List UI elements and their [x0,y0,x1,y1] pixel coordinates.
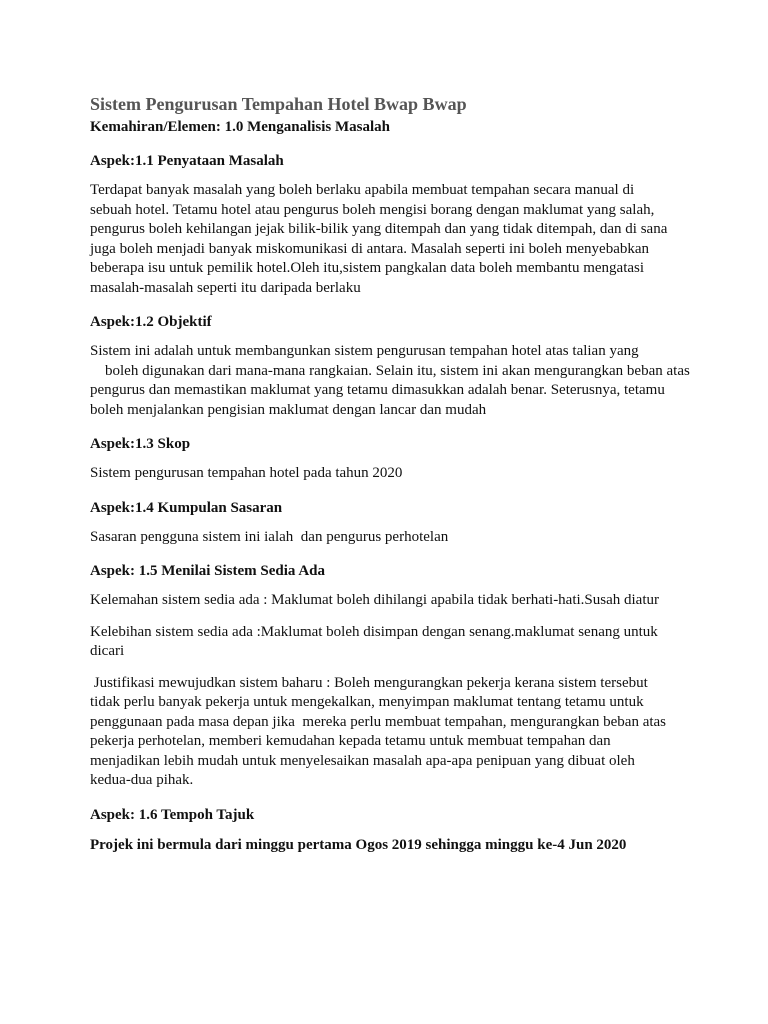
section-paragraph [90,464,680,484]
paragraph-line: dicari [90,643,125,659]
section-paragraph [90,181,680,298]
section-heading: Aspek:1.4 Kumpulan Sasaran [90,499,283,516]
section-paragraph [90,591,680,611]
section-heading: Aspek: 1.5 Menilai Sistem Sedia Ada [90,563,326,579]
document-page [90,93,690,855]
paragraph-line: Terdapat banyak masalah yang boleh berlaku apabila membuat tempahan secara manual di [90,182,635,198]
paragraph-line: sebuah hotel. Tetamu hotel atau pengurus boleh mengisi borang dengan maklumat yang salah, [90,201,655,218]
document-subtitle: Kemahiran/Elemen: 1.0 Menganalisis Masalah [90,119,390,135]
paragraph-line: Justifikasi mewujudkan sistem baharu : Boleh mengurangkan pekerja kerana sistem tersebut [90,674,648,691]
document-sections [90,151,690,825]
paragraph-line: penggunaan pada masa depan jika mereka perlu membuat tempahan, mengurangkan beban atas [90,713,667,730]
section-paragraph [90,342,690,420]
paragraph-line: boleh digunakan dari mana-mana rangkaian. Selain itu, sistem ini akan mengurangkan beban atas [90,362,690,379]
paragraph-line: beberapa isu untuk pemilik hotel.Oleh itu,sistem pangkalan data boleh membantu mengatasi [90,260,645,276]
paragraph-line: juga boleh menjadi banyak miskomunikasi di antara. Masalah seperti ini boleh menyebabkan [90,240,650,257]
section-paragraph [90,674,680,791]
paragraph-line: tidak perlu banyak pekerja untuk mengekalkan, menyimpan maklumat tentang tetamu untuk [90,694,644,710]
paragraph-line: kedua-dua pihak. [90,772,194,788]
section-paragraph [90,623,680,662]
project-timeline: Projek ini bermula dari minggu pertama Ogos 2019 sehingga minggu ke-4 Jun 2020 [90,836,627,853]
paragraph-line: pekerja perhotelan, memberi kemudahan kepada tetamu untuk membuat tempahan dan [90,733,611,749]
paragraph-line: Kelebihan sistem sedia ada :Maklumat boleh disimpan dengan senang.maklumat senang untuk [90,623,658,640]
section-heading: Aspek:1.2 Objektif [90,314,212,330]
paragraph-line: Sistem pengurusan tempahan hotel pada tahun 2020 [90,465,403,481]
paragraph-line: Sasaran pengguna sistem ini ialah dan pengurus perhotelan [90,528,449,545]
paragraph-line: menjadikan lebih mudah untuk menyelesaikan masalah apa-apa penipuan yang dibuat oleh [90,752,635,769]
section-paragraph [90,528,680,548]
paragraph-line: Kelemahan sistem sedia ada : Maklumat boleh dihilangi apabila tidak berhati-hati.Susah diatur [90,592,660,608]
section-heading: Aspek: 1.6 Tempoh Tajuk [90,806,255,823]
paragraph-line: pengurus boleh kehilangan jejak bilik-bilik yang ditempah dan yang tidak ditempah, dan di sana [90,221,668,237]
section-heading: Aspek:1.1 Penyataan Masalah [90,153,284,169]
document-title: Sistem Pengurusan Tempahan Hotel Bwap Bwap [90,94,467,114]
paragraph-line: boleh menjalankan pengisian maklumat dengan lancar dan mudah [90,401,487,418]
paragraph-line: masalah-masalah seperti itu daripada berlaku [90,279,361,296]
section-heading: Aspek:1.3 Skop [90,436,191,452]
paragraph-line: pengurus dan memastikan maklumat yang tetamu dimasukkan adalah benar. Seterusnya, tetamu [90,382,665,398]
paragraph-line: Sistem ini adalah untuk membangunkan sistem pengurusan tempahan hotel atas talian yang [90,343,639,359]
